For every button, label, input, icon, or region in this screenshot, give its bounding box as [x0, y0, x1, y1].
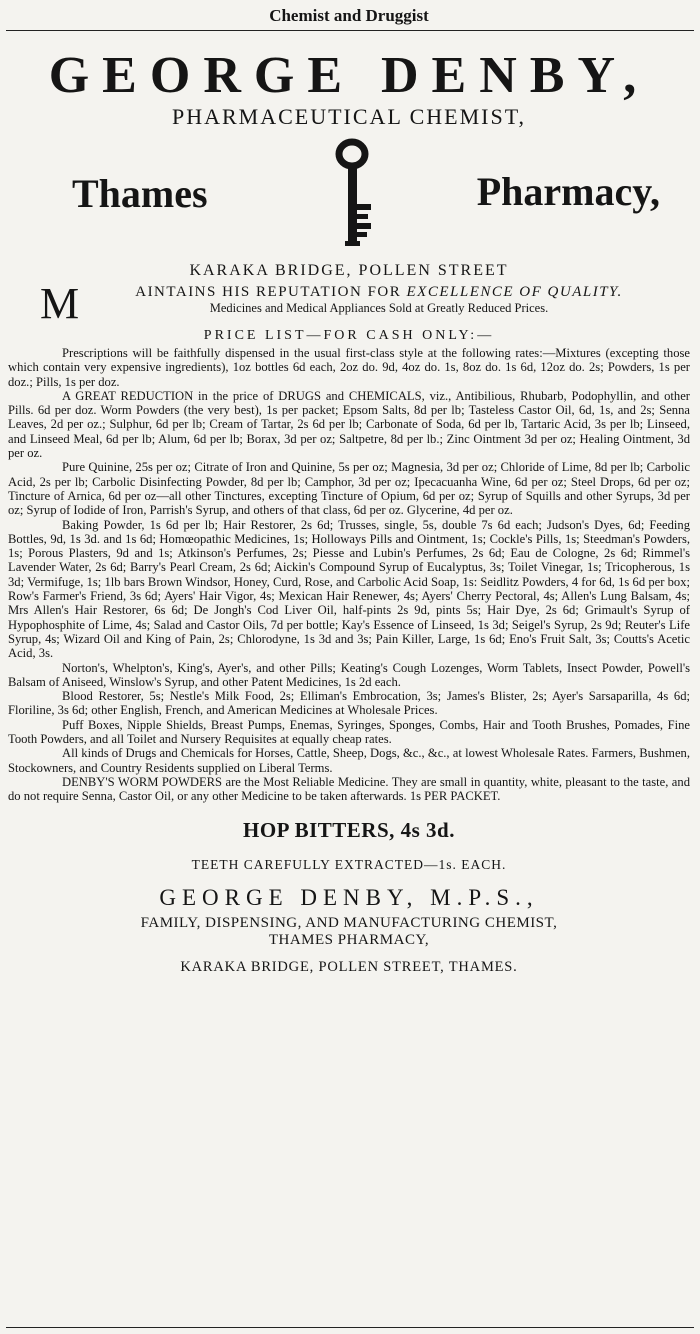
reputation-italic: EXCELLENCE OF QUALITY.: [406, 284, 623, 300]
drop-cap: M: [40, 279, 80, 328]
footer-address: KARAKA BRIDGE, POLLEN STREET, THAMES.: [180, 958, 518, 975]
shop-address: KARAKA BRIDGE, POLLEN STREET: [189, 262, 509, 279]
proprietor-title: PHARMACEUTICAL CHEMIST,: [171, 104, 526, 129]
paragraph-sundries: Baking Powder, 1s 6d per lb; Hair Restorer, 2s 6d; Trusses, single, 5s, double 7s 6d each; Judson's Dyes, 6d; Feeding Bottles, 9d, 1s 3d. and 1s 6d; Homœopathic Medicines, 1s; Holloways Pills and Ointment, 1s; Cockle's Pills, 1s; Steedman's Powders, 1s; Porous Plasters, 9d and 1s; Atkinson's Perfumes, 2s; Piesse and Lubin's Perfumes, 2s 6d; Eau de Cologne, 2s 6d; Rimmel's Lavender Water, 2s 6d; Barry's Pearl Cream, 2s 6d; Aickin's Compound Syrup of Eucalyptus, 3s; Toilet Vinegar, 1s; Tricopherous, 1s 3d; Vermifuge, 1s; 1lb bars Brown Windsor, Honey, Curd, Rose, and Carbolic Acid Soap, 1s: Seidlitz Powders, 4 for 6d, 1s 6d per box; Row's Farmer's Friend, 3s 6d; Ayers' Hair Vigor, 4s; Mexican Hair Renewer, 4s; Ayers' Cherry Pectoral, 4s; Allen's Lung Balsam, 4s; Mrs Allen's Hair Restorer, 6s 6d; De Jongh's Cod Liver Oil, half-pints 2s 9d, pints 5s; Hair Dye, 2s 6d; Grimault's Syrup of Hypophosphite of Lime, 4s; Salad and Castor Oils, 7d per bottle; Kay's Essence of Linseed, 1s 3d; Seigel's Syrup, 2s 9d; Reuter's Life Syrup, 4s; Wizard Oil and King of Pain, 2s; Chlorodyne, 1s 3d and 3s; Pain Killer, Large, 1s 6d; Eno's Fruit Salt, 3s; Coutts's Acetic Acid, 3s.: [8, 517, 690, 661]
proprietor-name: GEORGE DENBY,: [48, 47, 650, 104]
reputation-statement: [8, 279, 690, 328]
paragraph-patent-pills: Norton's, Whelpton's, King's, Ayer's, and other Pills; Keating's Cough Lozenges, Worm Tablets, Insect Powder, Powell's Balsam of Aniseed, Winslow's Syrup, and other Patent Medicines, 1s 2d each.: [8, 660, 690, 689]
footer-chemist-line: FAMILY, DISPENSING, AND MANUFACTURING CHEMIST,: [140, 914, 558, 931]
price-list-heading: PRICE LIST—FOR CASH ONLY:—: [203, 328, 495, 343]
section-header: Chemist and Druggist: [269, 6, 429, 25]
pharmacy-name-row: [8, 138, 690, 250]
top-rule: [6, 30, 694, 31]
footer-proprietor: GEORGE DENBY, M.P.S.,: [159, 884, 539, 910]
reputation-text: AINTAINS HIS REPUTATION FOR: [135, 284, 402, 300]
key-icon: [330, 138, 378, 250]
price-list-body: [8, 346, 690, 804]
footer-description: [8, 915, 690, 949]
pharmacy-name-left: Thames: [72, 171, 208, 216]
teeth-extraction: TEETH CAREFULLY EXTRACTED—1s. EACH.: [191, 856, 507, 872]
paragraph-quinine: Pure Quinine, 25s per oz; Citrate of Iron and Quinine, 5s per oz; Magnesia, 3d per oz; Chloride of Lime, 8d per lb; Carbolic Acid, 2s per lb; Carbolic Disinfecting Powder, 8d per lb; Camphor, 3d per oz; Ipecacuanha Wine, 6d per oz; Steel Drops, 6d per oz; Tincture of Arnica, 6d per oz—all other Tinctures, excepting Tincture of Opium, 6d per oz; Syrup of Squills and other Syrups, 3d per oz; Syrup of Iodide of Iron, Parrish's Syrup, and others of that class, 6d per oz. Glycerine, 4d per oz.: [8, 460, 690, 518]
paragraph-prescriptions: Prescriptions will be faithfully dispensed in the usual first-class style at the following rates:—Mixtures (excepting those which contain very expensive ingredients), 1oz bottles 6d each, 2oz do. 9d, 4oz do. 1s, 8oz do. 1s 6d, 12oz do. 2s; Powders, 1s per doz.; Pills, 1s per doz.: [8, 346, 690, 389]
footer-pharmacy-line: THAMES PHARMACY,: [268, 931, 430, 948]
paragraph-toilet-requisites: Puff Boxes, Nipple Shields, Breast Pumps, Enemas, Syringes, Sponges, Combs, Hair and Tooth Brushes, Pomades, Fine Tooth Powders, and all Toilet and Nursery Requisites at equally cheap rates.: [8, 717, 690, 747]
pharmacy-name-right: Pharmacy,: [476, 169, 660, 214]
bottom-rule: [6, 1327, 694, 1328]
paragraph-blood-restorer: Blood Restorer, 5s; Nestle's Milk Food, 2s; Elliman's Embrocation, 3s; James's Blister, 2s; Ayer's Sarsaparilla, 4s 6d; Floriline, 3s 6d; other English, French, and American Medicines at Wholesale Prices.: [8, 689, 690, 718]
paragraph-drugs-chemicals: A GREAT REDUCTION in the price of DRUGS and CHEMICALS, viz., Antibilious, Rhubarb, Podophyllin, and other Pills. 6d per doz. Worm Powders (the very best), 1s per packet; Epsom Salts, 8d per lb; Tasteless Castor Oil, 6d, 1s, and 2s; Senna Leaves, 2d per oz.; Sulphur, 6d per lb; Cream of Tartar, 2s 6d per lb; Carbonate of Soda, 6d per lb, Tartaric Acid, 3s per lb; Linseed, and Linseed Meal, 6d per lb; Alum, 6d per lb; Borax, 3d per oz; Saltpetre, 8d per lb.; Zinc Ointment 3d per oz; Healing Ointment, 3d per oz.: [8, 388, 690, 461]
paragraph-veterinary: All kinds of Drugs and Chemicals for Horses, Cattle, Sheep, Dogs, &c., &c., at lowest Wholesale Rates. Farmers, Bushmen, Stockowners, and Country Residents supplied on Liberal Terms.: [8, 746, 690, 775]
hop-bitters: HOP BITTERS, 4s 3d.: [243, 817, 455, 842]
reputation-line: [68, 284, 690, 301]
paragraph-worm-powders: DENBY'S WORM POWDERS are the Most Reliable Medicine. They are small in quantity, white, pleasant to the taste, and do not require Senna, Castor Oil, or any other Medicine to be taken afterwards. 1s PER PACKET.: [8, 774, 690, 804]
reduced-prices-note: Medicines and Medical Appliances Sold at Greatly Reduced Prices.: [209, 301, 549, 315]
